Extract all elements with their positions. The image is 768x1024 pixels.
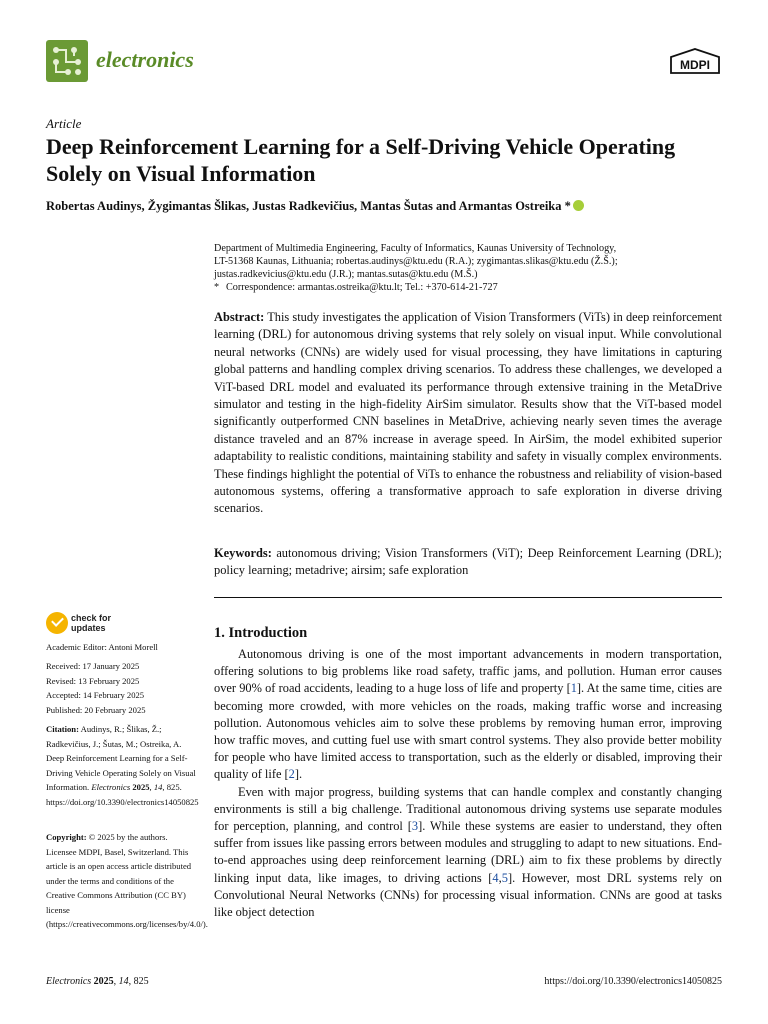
article-type: Article xyxy=(46,116,82,131)
copyright-text: © 2025 by the authors. Licensee MDPI, Basel, Switzerland. This article is an open access article distributed under the terms and conditions of the Creative Commons Attribution (CC BY) license (https://creativecommons.org/licenses/by/4.0/). xyxy=(46,832,208,929)
publisher-logo xyxy=(667,47,723,82)
correspondence-line xyxy=(214,281,724,294)
copyright-block xyxy=(46,830,208,932)
affiliation-line: justas.radkevicius@ktu.edu (J.R.); mantas.sutas@ktu.edu (M.Š.) xyxy=(214,269,478,280)
accepted-date: Accepted: 14 February 2025 xyxy=(46,690,145,700)
affiliation-line: Department of Multimedia Engineering, Faculty of Informatics, Kaunas University of Technology, xyxy=(214,243,617,254)
received-date: Received: 17 January 2025 xyxy=(46,661,140,671)
footer-article: , 825 xyxy=(128,976,149,987)
reference-link[interactable]: 5 xyxy=(501,870,508,885)
editor-info xyxy=(46,640,196,655)
checkmark-icon xyxy=(46,612,68,634)
revised-date: Revised: 13 February 2025 xyxy=(46,675,140,686)
citation-label: Citation: xyxy=(46,724,79,734)
citation-journal: Electronics xyxy=(91,782,131,792)
keywords-text: autonomous driving; Vision Transformers (ViT); Deep Reinforcement Learning (DRL); policy learning; metadrive; airsim; safe exploration xyxy=(214,546,722,578)
published-date: Published: 20 February 2025 xyxy=(46,704,146,715)
abstract xyxy=(214,309,722,518)
academic-editor: Academic Editor: Antoni Morell xyxy=(46,642,158,652)
keywords xyxy=(214,545,722,580)
check-for-updates-button[interactable] xyxy=(46,612,136,636)
dates-block xyxy=(46,659,196,717)
footer-year: 2025 xyxy=(93,976,114,987)
check-label: updates xyxy=(71,623,106,633)
section-divider xyxy=(214,597,722,598)
journal-logo-icon xyxy=(46,40,88,82)
paper-title: Deep Reinforcement Learning for a Self-Driving Vehicle Operating Solely on Visual Information xyxy=(46,134,676,186)
publisher-name: MDPI xyxy=(680,58,710,72)
orcid-icon[interactable] xyxy=(573,200,584,211)
footer-volume: 14 xyxy=(118,976,129,987)
reference-link[interactable]: 3 xyxy=(411,819,419,834)
citation-text: Audinys, R.; Šlikas, Ž.; Radkevičius, J.; Šutas, M.; Ostreika, A. Deep Reinforcement Learning for a Self-Driving Vehicle Operating Solely on Visual Information. xyxy=(46,724,196,792)
copyright-label: Copyright: xyxy=(46,832,87,842)
keywords-label: Keywords: xyxy=(214,546,272,560)
reference-link[interactable]: 2 xyxy=(288,767,295,782)
journal-name: electronics xyxy=(96,47,194,72)
authors-text: Robertas Audinys, Žygimantas Šlikas, Justas Radkevičius, Mantas Šutas and Armantas Ostreika * xyxy=(46,199,571,213)
section-heading: 1. Introduction xyxy=(214,625,308,641)
paragraph: Autonomous driving is one of the most important advancements in modern transportation, offering solutions to big problems like road safety, traffic jams, and pollution. Human error causes over 90% of road accidents, leading to a huge loss of life and property [1]. At the same time, cities are becoming more crowded, with more vehicles on the roads, making traffic worse and increasing pollution. Autonomous vehicles aim to solve these problems by removing human error, improving how traffic moves, and cutting fuel use with smart control systems. They also provide better mobility for people who have limited access to transportation, such as the elderly or disabled, improving their quality of life [2]. xyxy=(214,647,722,782)
citation-doi[interactable]: , 825. https://doi.org/10.3390/electronics14050825 xyxy=(46,782,199,807)
abstract-text: This study investigates the application of Vision Transformers (ViTs) in deep reinforcement learning (DRL) for autonomous driving systems that rely solely on visual input. While convolutional neural networks (CNNs) are widely used for visual processing, they have limitations in capturing global patterns and handling complex driving scenarios. To address these challenges, we developed a ViT-based DRL model and evaluated its performance through extensive training in the MetaDrive simulator and testing in the high-fidelity AirSim simulator. Results show that the ViT-based model significantly outperformed CNN baselines in MetaDrive, achieving nearly seven times the average distance traveled and an 87% increase in average speed. In AirSim, the model exhibited superior adaptability to realistic conditions, maintaining stability and safety in visually complex environments. These findings highlight the potential of ViTs to enhance the robustness and reliability of vision-based autonomous systems, offering a transformative approach to safe exploration in diverse driving scenarios. xyxy=(214,310,723,516)
citation-volume: 14 xyxy=(153,782,163,792)
abstract-label: Abstract: xyxy=(214,310,265,324)
footer-doi-link[interactable]: https://doi.org/10.3390/electronics14050825 xyxy=(544,976,722,987)
footer-journal: Electronics xyxy=(46,976,92,987)
reference-link[interactable]: 1 xyxy=(570,681,577,696)
reference-link[interactable]: 4 xyxy=(492,870,499,885)
citation-block: Citation: Audinys, R.; Šlikas, Ž.; Radkevičius, J.; Šutas, M.; Ostreika, A. Deep Reinforcement Learning for a Self-Driving Vehicle Operating Solely on Visual Information. Electronics 2025, 14, 825. https://doi.org/10.3390/electronics14050825 xyxy=(46,724,199,807)
correspondence-mark: * xyxy=(214,282,220,293)
introduction-body xyxy=(214,646,722,921)
author-list xyxy=(46,199,584,214)
citation-year: 2025 xyxy=(132,782,150,792)
correspondence-text: Correspondence: armantas.ostreika@ktu.lt; Tel.: +370-614-21-727 xyxy=(226,282,498,293)
paragraph: Even with major progress, building systems that can handle complex and constantly changing environments is still a big challenge. Traditional autonomous driving systems use separate modules for perception, planning, and control [3]. While these systems are easier to understand, they often suffer from issues like passing errors between modules and struggling to adapt to new situations. End-to-end approaches using deep reinforcement learning (DRL) aim to fix these problems by directly linking input data, like images, to driving actions [4,5]. However, most DRL systems rely on Convolutional Neural Networks (CNNs) for processing visual information. CNNs are good at tasks like object detection xyxy=(214,784,722,920)
footer-citation: Electronics 2025, 14, 825 xyxy=(46,976,149,987)
check-label: check for xyxy=(71,613,112,623)
affiliation-line: LT-51368 Kaunas, Lithuania; robertas.audinys@ktu.edu (R.A.); zygimantas.slikas@ktu.edu (Ž.Š.); xyxy=(214,256,618,267)
affiliation-block xyxy=(214,242,724,294)
